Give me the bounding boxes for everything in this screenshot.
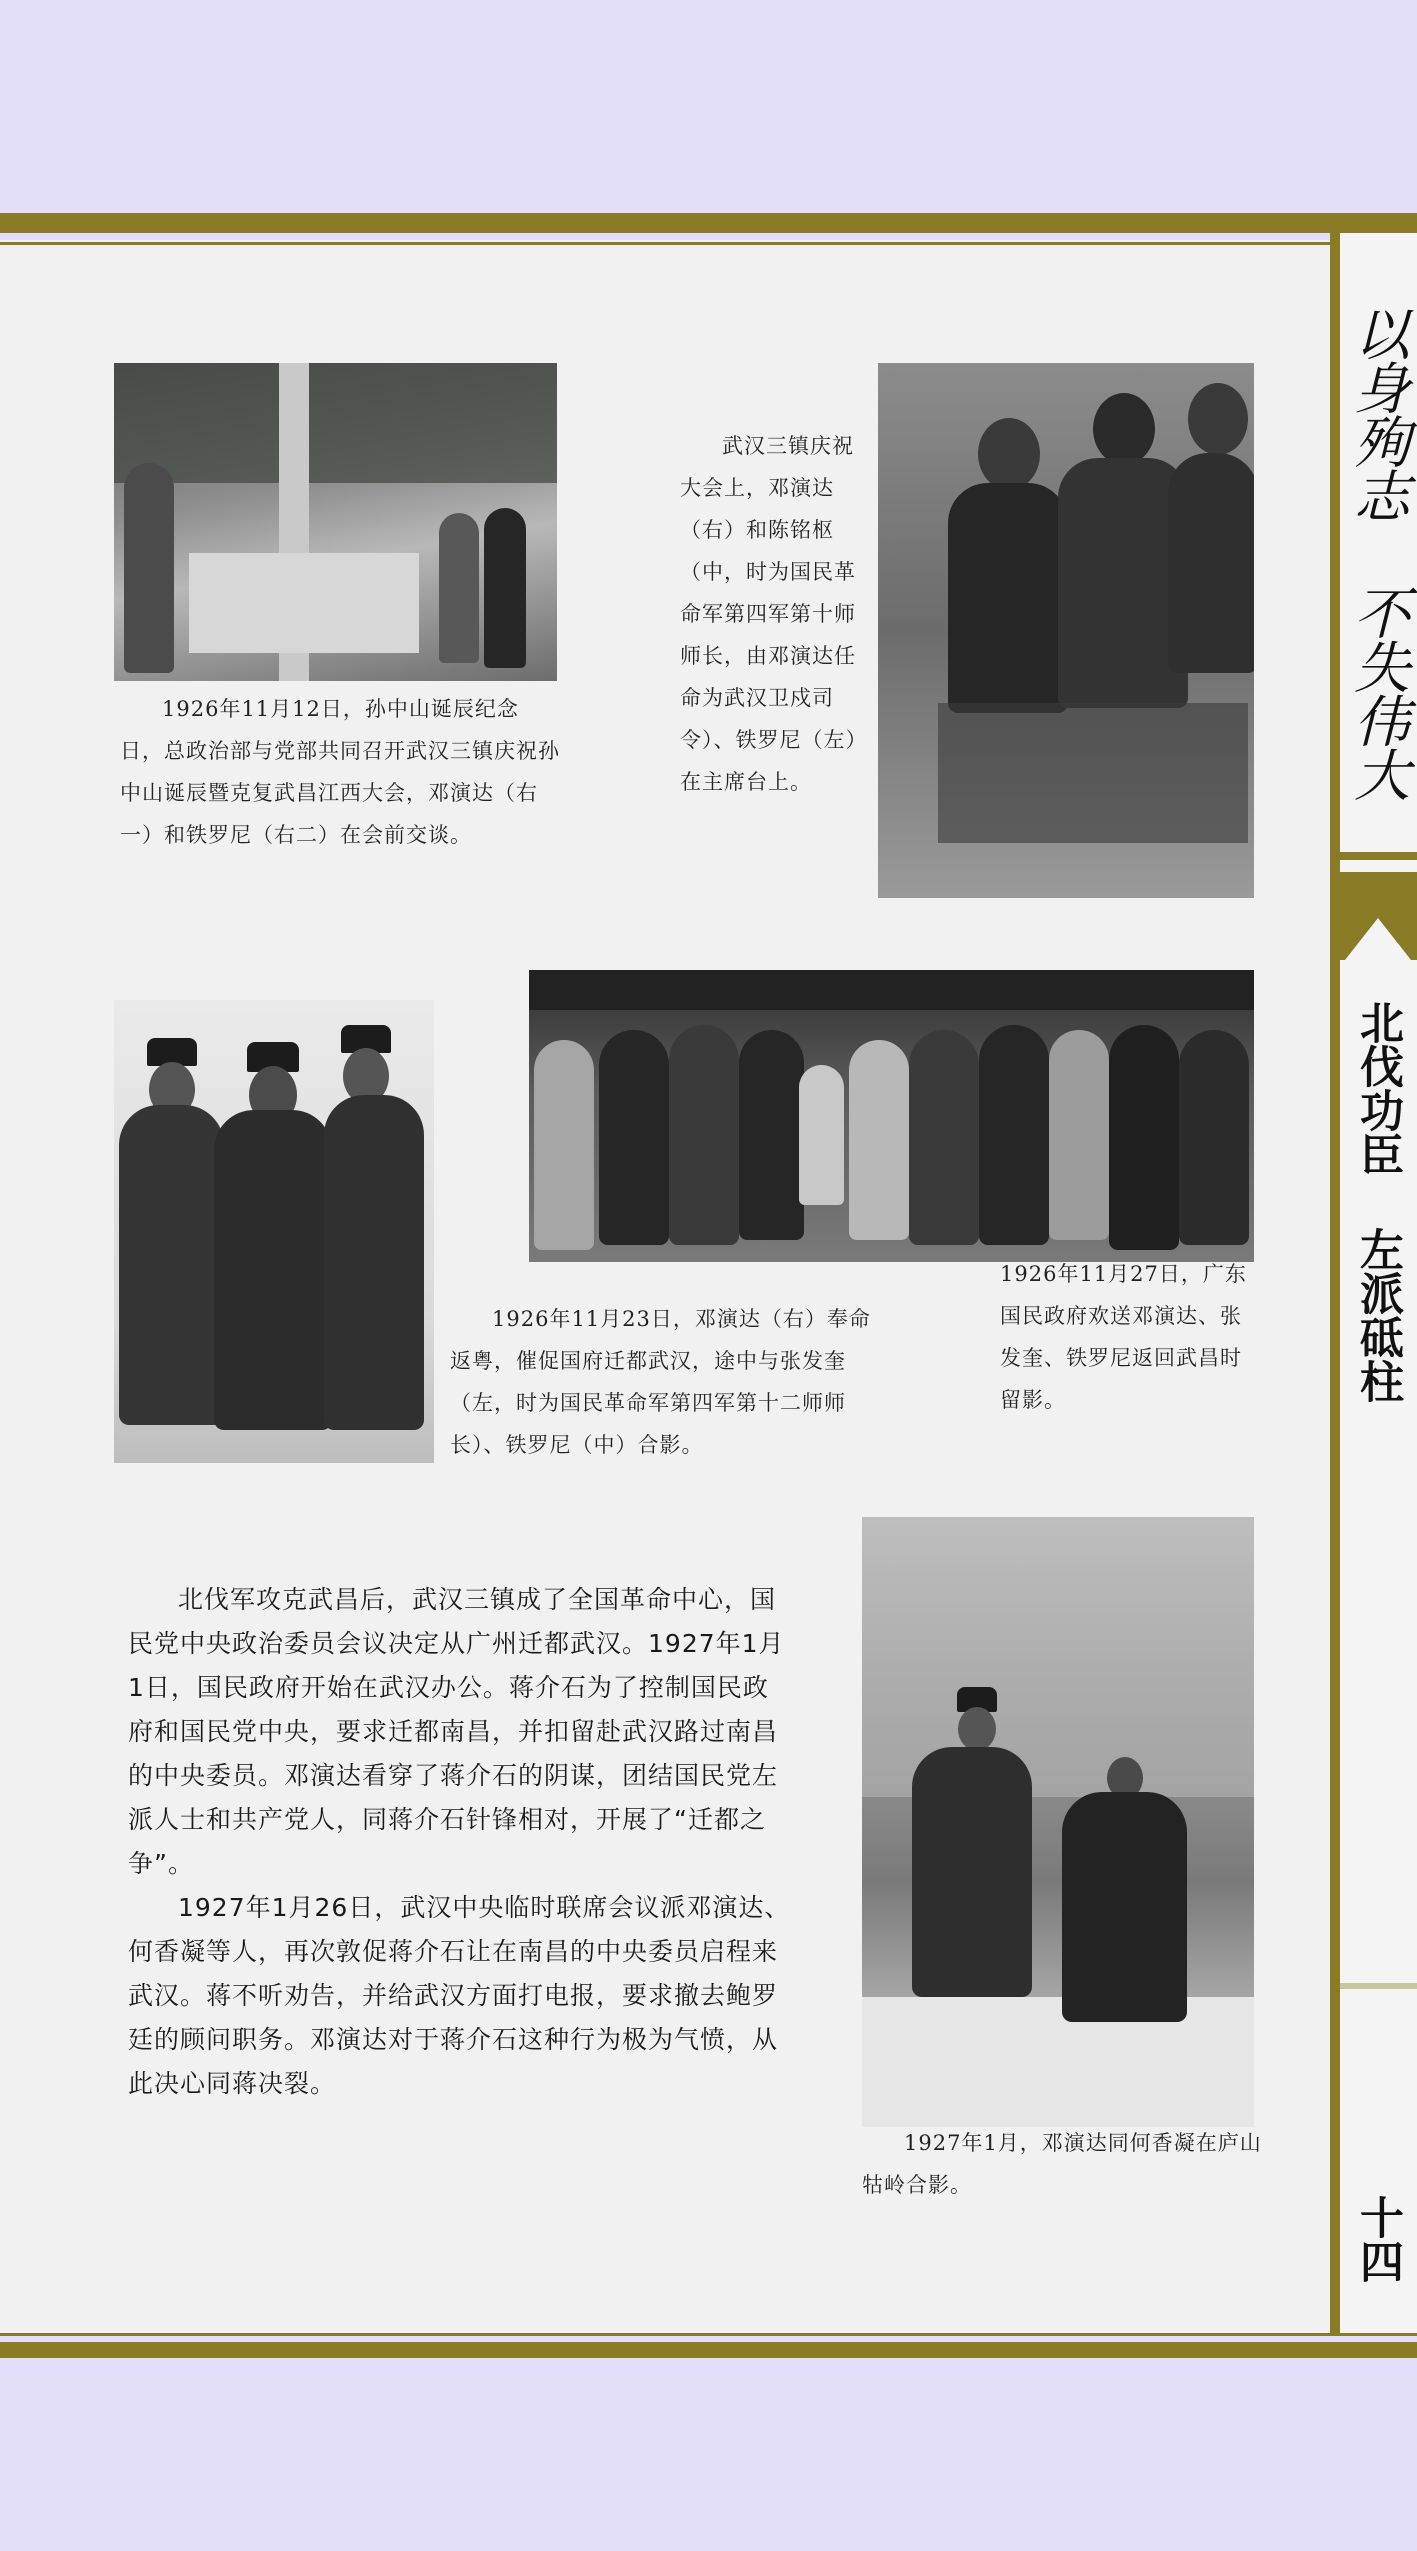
sidebar-rule-1	[1340, 852, 1417, 860]
photo-commemoration-talk	[114, 363, 557, 681]
page-number: 十四	[1352, 2195, 1403, 2283]
photo-rostrum	[878, 363, 1254, 898]
photo-three-officers	[114, 1000, 434, 1463]
photo-farewell-group	[529, 970, 1254, 1262]
sidebar-rule-2	[1340, 1983, 1417, 1989]
calligraphy-inscription: 以身殉志 不失伟大	[1345, 305, 1410, 800]
sidebar-divider	[1330, 233, 1340, 2333]
main-text-paragraph-2: 1927年1月26日，武汉中央临时联席会议派邓演达、何香凝等人，再次敦促蒋介石让在南昌的中央委员启程来武汉。蒋不听劝告，并给武汉方面打电报，要求撤去鲍罗廷的顾问职务。邓演达对于蒋介石这种行为极为气愤，从此决心同蒋决裂。	[128, 1893, 791, 2098]
top-border-band	[0, 213, 1417, 233]
caption-photo1: 1926年11月12日，孙中山诞辰纪念日，总政治部与党部共同召开武汉三镇庆祝孙中山诞辰暨克复武昌江西大会，邓演达（右一）和铁罗尼（右二）在会前交谈。	[120, 697, 560, 847]
caption-photo5: 1927年1月，邓演达同何香凝在庐山牯岭合影。	[862, 2131, 1262, 2197]
main-text-paragraph-1: 北伐军攻克武昌后，武汉三镇成了全国革命中心，国民党中央政治委员会议决定从广州迁都武汉。1927年1月1日，国民政府开始在武汉办公。蒋介石为了控制国民政府和国民党中央，要求迁都南昌，并扣留赴武汉路过南昌的中央委员。邓演达看穿了蒋介石的阴谋，团结国民党左派人士和共产党人，同蒋介石针锋相对，开展了“迁都之争”。	[128, 1585, 785, 1878]
caption-photo4: 1926年11月27日，广东国民政府欢送邓演达、张发奎、铁罗尼返回武昌时留影。	[1000, 1262, 1247, 1412]
caption-photo3: 1926年11月23日，邓演达（右）奉命返粤，催促国府迁都武汉，途中与张发奎（左，时为国民革命军第四军第十二师师长）、铁罗尼（中）合影。	[450, 1307, 871, 1457]
main-text	[128, 1578, 794, 2106]
bottom-rule-thin	[0, 2333, 1417, 2336]
chapter-tab-arrow	[1345, 918, 1411, 960]
photo-lushan-portrait	[862, 1517, 1254, 2127]
top-rule-thin	[0, 242, 1330, 245]
bottom-border-band	[0, 2342, 1417, 2358]
caption-photo2: 武汉三镇庆祝大会上，邓演达（右）和陈铭枢（中，时为国民革命军第四军第十师师长，由邓演达任命为武汉卫戍司令）、铁罗尼（左）在主席台上。	[680, 434, 857, 794]
chapter-title: 北伐功臣 左派砥柱	[1352, 1000, 1403, 1403]
